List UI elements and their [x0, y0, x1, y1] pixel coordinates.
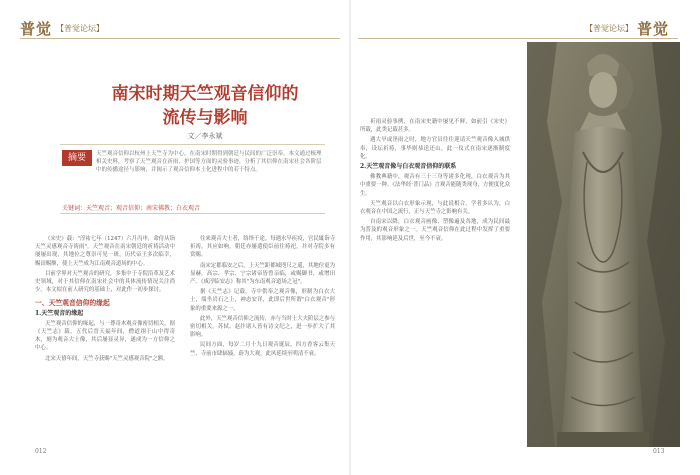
- keywords: 关键词：天竺观音；观音信仰；南宋佛教；白衣观音: [62, 205, 201, 212]
- paragraph: 此外，天竺观音信仰之流传，亦与当时士大夫阶层之参与密切相关。苏轼、赵抃诸人皆有诗文纪之，进一步扩大了其影响。: [190, 315, 335, 339]
- paragraph: 遇大旱或淫雨之时，地方官员往往迎请天竺观音像入城供奉，设坛祈祷，事毕则恭送还山，此一仪式在南宋逐渐制度化。: [360, 137, 510, 160]
- right-brand: [585, 18, 669, 38]
- sub-heading: 2.天竺观音像与白衣观音信仰的联系: [360, 163, 457, 171]
- paragraph: 据《天竺志》记载，寺中供奉之观音像，形制为白衣大士，端坐岩石之上，神态安详，此即后世所谓"白衣观音"形象的重要来源之一。: [190, 289, 335, 312]
- brand-logo: 普觉: [20, 19, 53, 38]
- paragraph: 《宋史》载："淳祐七年（1247）六月丙申，命侍从诣天竺灵感观音寺祷雨"。天竺观音在南宋朝廷的祈祷活动中屡屡出现，其地位之尊崇可见一斑。历代帝王多次临幸，赐田赐额，使上天竺成为江南观音道场的中心。: [35, 236, 175, 267]
- stone-buddha-statue-icon: [527, 42, 680, 447]
- paragraph: 祈雨灵验事例，在南宋史籍中屡见不鲜，如前引《宋史》所载，此类记载甚多。: [360, 119, 510, 134]
- section-heading: 一、天竺观音信仰的缘起: [35, 299, 110, 308]
- paragraph: 民间方面，每岁二月十九日观音诞辰，四方香客云集天竺，寺前市肆辐辏，蔚为大观，此风延续至明清不衰。: [190, 342, 335, 357]
- abstract-tag: 摘要: [62, 150, 92, 166]
- paragraph: 自南宋以降，白衣观音画像、塑像遍及各地，成为民间最为普及的观音形象之一。天竺观音信仰在此过程中发挥了重要作用，其影响延及后世，至今不衰。: [360, 219, 510, 242]
- paragraph: 天竺观音信仰的缘起，与一尊奇木观音像密切相关。据《天竺志》载，五代后晋天福年间，僧道翊于山中得奇木，刻为观音大士像，其后屡显灵异，遂成为一方信仰之中心。: [35, 320, 175, 352]
- paragraph: 往来观音大士者，络绎于途。每遇水旱疾疫，官民辄诣寺祈祷，其应如响。朝廷亦屡遣使臣前往祷祀，并对寺院多有赏赐。: [190, 236, 335, 259]
- stone-buddha-statue-photo: [527, 42, 680, 447]
- page-number: 012: [35, 448, 47, 455]
- author-byline: 文／李永斌: [187, 132, 223, 140]
- title-line: 南宋时期天竺观音信仰的: [111, 84, 299, 104]
- gutter: [349, 0, 351, 475]
- paragraph: 佛教典籍中，观音有三十三身等诸多化现，白衣观音为其中重要一种。《法华经·普门品》言观音能随类现身，方便度化众生。: [360, 174, 510, 197]
- paragraph: 南宋定都临安之后，上天竺距都城咫尺之遥，其地位更为显赫。高宗、孝宗、宁宗诸帝皆曾亲临，或赐御书，或增田产。《咸淳临安志》称其"为东南观音道场之冠"。: [190, 262, 335, 286]
- article-title: [90, 82, 320, 130]
- text-column-3: [360, 118, 510, 245]
- page-number: 013: [653, 448, 665, 455]
- section-label: 【普觉论坛】: [585, 23, 633, 33]
- text-column-1: [35, 235, 175, 365]
- text-column-2: [190, 235, 335, 360]
- paragraph: 目前学界对天竺观音的研究，多集中于寺院沿革及艺术史领域，对于其信仰在南宋社会中的具体流传情况关注尚少。本文拟在前人研究的基础上，对此作一初步探讨。: [35, 270, 175, 294]
- header-rule: [20, 38, 340, 39]
- left-brand: [20, 18, 104, 38]
- section-label: 【普觉论坛】: [56, 23, 105, 33]
- header-rule: [358, 38, 678, 39]
- title-line: 流传与影响: [162, 108, 248, 128]
- abstract-text: 天竺观音信仰以杭州上天竺寺为中心，在南宋时期得到朝廷与民间的广泛崇奉。本文通过梳理相关史料，考察了天竺观音在祈雨、护国等方面的灵验事迹，分析了其信仰在南宋社会各阶层中的传播途径与影响，并揭示了观音信仰本土化进程中的若干特点。: [96, 151, 322, 174]
- brand-logo: 普觉: [637, 19, 670, 38]
- paragraph: 天竺观音以白衣形象示现，与此说相合。学者多认为，白衣观音在中国之流行，正与天竺寺之影响有关。: [360, 200, 510, 216]
- sub-heading: 1.天竺观音的缘起: [35, 309, 84, 317]
- paragraph: 北宋天禧年间，天竺寺获赐"天竺灵感观音院"之额。: [45, 355, 169, 362]
